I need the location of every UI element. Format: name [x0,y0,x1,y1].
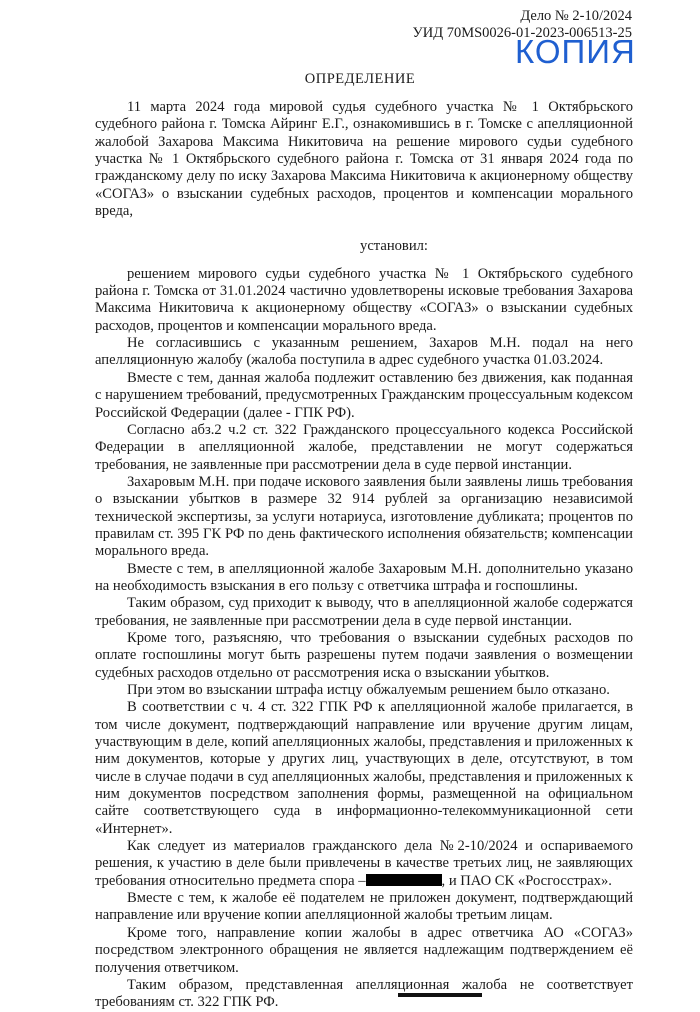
paragraph: Вместе с тем, в апелляционной жалобе Захаровым М.Н. дополнительно указано на необходимость взыскания в его пользу с ответчика штрафа и госпошлины. [95,560,633,594]
document-title: ОПРЕДЕЛЕНИЕ [304,71,416,87]
paragraph: Согласно абз.2 ч.2 ст. 322 Гражданского процессуального кодекса Российской Федерации в апелляционной жалобе, представлении не могут содержаться требования, не заявленные при рассмотрении дела в суде первой инстанции. [95,421,633,473]
paragraph: Не согласившись с указанным решением, Захаров М.Н. подал на него апелляционную жалобу (жалоба поступила в адрес судебного участка 01.03.2024. [95,335,633,369]
case-uid: УИД 70MS0026-01-2023-006513-25 [412,25,632,41]
redaction-bar [366,874,442,886]
page-mark [398,993,482,997]
paragraph: В соответствии с ч. 4 ст. 322 ГПК РФ к апелляционной жалобе прилагается, в том числе документ, подтверждающий направление или вручение другим лицам, участвующим в деле, копий апелляционных жалобы, представления и приложенных к ним документов, которые у других лиц, участвующих в деле, отсутствуют, в том числе в случае подачи в суд апелляционных жалобы, представления и приложенных к ним документов посредством заполнения формы, размещенной на официальном сайте соответствующего суда в информационно-телекоммуникационной сети «Интернет». [95,699,633,837]
paragraph: Кроме того, разъясняю, что требования о взыскании судебных расходов по оплате госпошлины могут быть разрешены путем подачи заявления о возмещении судебных расходов отдельно от рассмотрения иска о взыскании убытков. [95,629,633,681]
paragraph: Кроме того, направление копии жалобы в адрес ответчика АО «СОГАЗ» посредством электронного обращения не является надлежащим подтверждением её получения ответчиком. [95,924,633,976]
established-heading: установил: [360,238,428,255]
paragraph: решением мирового судьи судебного участка № 1 Октябрьского судебного района г. Томска от 31.01.2024 частично удовлетворены исковые требования Захарова Максима Никитовича к акционерному обществу «СОГАЗ» о взыскании судебных расходов, процентов и компенсации морального вреда. [95,265,633,334]
paragraph: Вместе с тем, к жалобе её подателем не приложен документ, подтверждающий направление или вручение копии апелляционной жалобы третьим лицам. [95,890,633,924]
paragraph: Таким образом, суд приходит к выводу, что в апелляционной жалобе содержатся требования, не заявленные при рассмотрении дела в суде первой инстанции. [95,595,633,629]
third-parties-text-end: , и ПАО СК «Росгосстрах». [441,872,612,889]
paragraph: Захаровым М.Н. при подаче искового заявления были заявлены лишь требования о взыскании убытков в размере 32 914 рублей за организацию независимой технической экспертизы, за услуги нотариуса, изготовление дубликата; процентов по правилам ст. 395 ГК РФ по день фактического исполнения обязательств; компенсации морального вреда. [95,473,633,560]
paragraph: Таким образом, представленная апелляционная жалоба не соответствует требованиям ст. 322 ГПК РФ. [95,976,633,1011]
document-body [95,99,633,1012]
third-parties-text: Как следует из материалов гражданского дела №2-10/2024 и оспариваемого решения, к участию в деле были привлечены в качестве третьих лиц, не заявляющих требования относительно предмета спора – [95,838,633,889]
third-parties-paragraph [95,838,633,890]
paragraph: Вместе с тем, данная жалоба подлежит оставлению без движения, как поданная с нарушением требований, предусмотренных Гражданским процессуальным кодексом Российской Федерации (далее - ГПК РФ). [95,369,633,421]
paragraph: При этом во взыскании штрафа истцу обжалуемым решением было отказано. [127,682,610,698]
case-number: Дело № 2-10/2024 [520,8,632,24]
copy-stamp: КОПИЯ [515,33,636,70]
intro-paragraph: 11 марта 2024 года мировой судья судебного участка № 1 Октябрьского судебного района г. Томска Айринг Е.Г., ознакомившись в г. Томске с апелляционной жалобой Захарова Максима Никитовича на решение мирового судьи судебного участка № 1 Октябрьского судебного района г. Томска от 31 января 2024 года по гражданскому делу по иску Захарова Максима Никитовича к акционерному обществу «СОГАЗ» о взыскании судебных расходов, процентов и компенсации морального вреда, [95,99,633,220]
